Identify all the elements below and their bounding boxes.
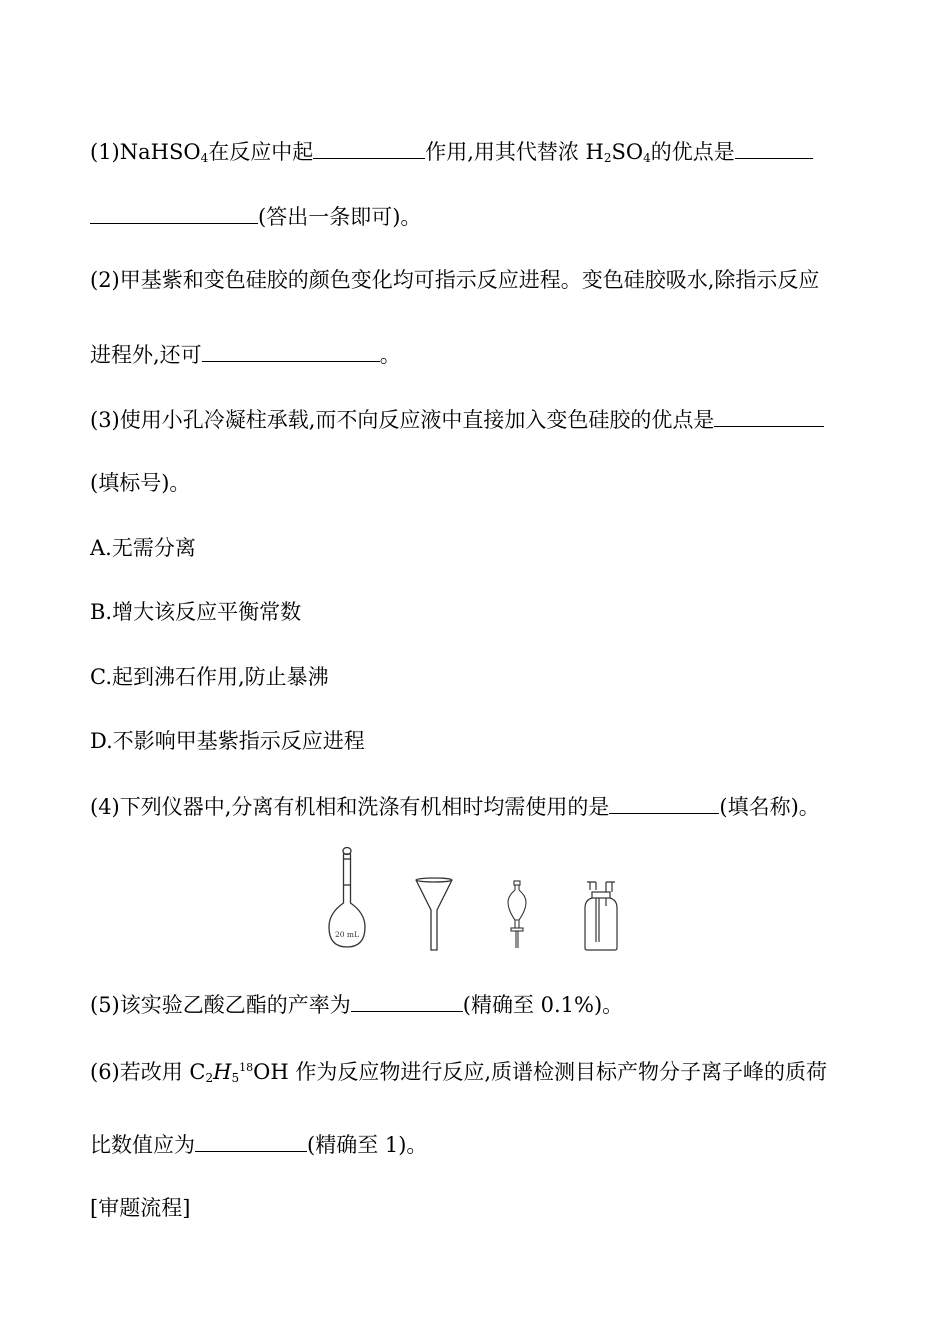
answer-blank-4[interactable] (609, 793, 719, 814)
volumetric-flask-icon (325, 845, 369, 951)
option-c: C.起到沸石作用,防止暴沸 (90, 665, 329, 689)
funnel-icon (413, 876, 455, 952)
q3-line1: (3)使用小孔冷凝柱承载,而不向反应液中直接加入变色硅胶的优点是 (90, 406, 824, 433)
q3-line2: (填标号)。 (90, 471, 191, 495)
separatory-funnel-icon (505, 880, 529, 950)
answer-blank-1c[interactable] (90, 203, 258, 224)
option-a: A.无需分离 (90, 536, 196, 560)
option-d: D.不影响甲基紫指示反应进程 (90, 729, 365, 753)
gas-washing-bottle-icon (582, 880, 620, 952)
q6-line1: (6)若改用 $C_2H_5^{18}OH$ 作为反应物进行反应,质谱检测目标产物分子离子峰的质荷 (90, 1060, 827, 1085)
q5-line1: (5)该实验乙酸乙酯的产率为 (精确至 0.1%)。 (90, 993, 624, 1017)
option-b: B.增大该反应平衡常数 (90, 600, 302, 624)
q6-line2: 比数值应为 (精确至 1)。 (90, 1133, 428, 1157)
q1-line1: (1)NaHSO$_4$在反应中起 作用,用其代替浓 $H_2SO_4$的优点是 (90, 138, 813, 171)
q2-line2: 进程外,还可 。 (90, 343, 401, 367)
answer-blank-5[interactable] (351, 991, 463, 1012)
answer-blank-6[interactable] (195, 1131, 307, 1152)
q1-line2: (答出一条即可)。 (90, 203, 421, 230)
answer-blank-1[interactable] (313, 138, 425, 159)
q2-line1: (2)甲基紫和变色硅胶的颜色变化均可指示反应进程。变色硅胶吸水,除指示反应 (90, 268, 820, 292)
q4-line1: (4)下列仪器中,分离有机相和洗涤有机相时均需使用的是 (填名称)。 (90, 795, 820, 819)
flask-volume-label: 20 mL (334, 930, 360, 939)
answer-blank-3[interactable] (714, 406, 824, 427)
review-process-heading: [审题流程] (90, 1196, 191, 1220)
answer-blank-2[interactable] (202, 341, 380, 362)
answer-blank-1b[interactable] (735, 138, 813, 159)
